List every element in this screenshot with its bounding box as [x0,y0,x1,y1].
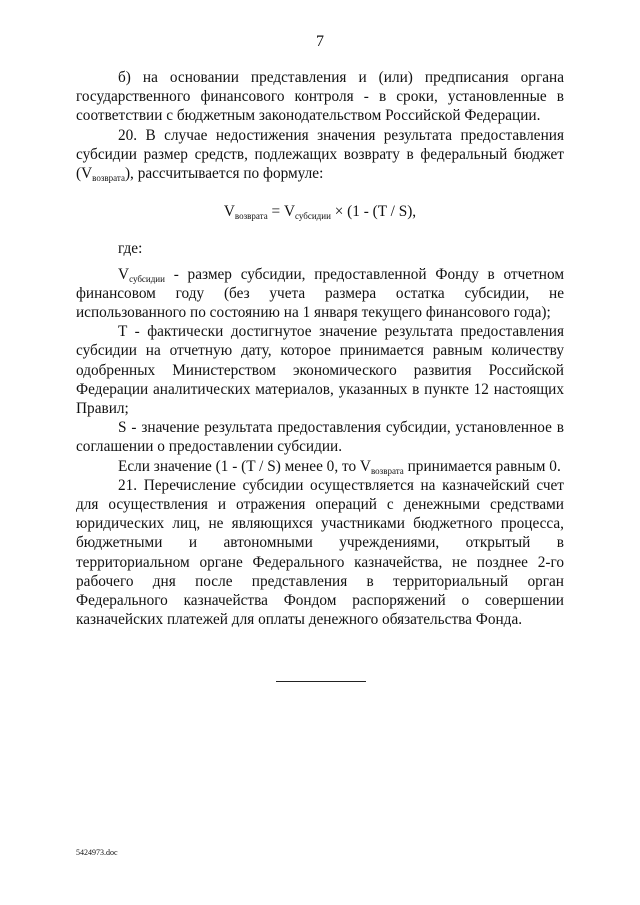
formula-v: V [223,203,235,221]
paragraph-20 [76,126,564,184]
page-number: 7 [316,33,324,50]
definition-v-subscript: субсидии [129,273,165,284]
paragraph-b: б) на основании представления и (или) предписания органа государственного финансового контроля - в сроки, установленные в соответствии с бюджетным законодательством Российской Федерации. [76,69,564,125]
condition-paragraph [76,457,564,476]
paragraph-20-ending: ), рассчитывается по формуле: [124,165,324,183]
paragraph-20-subscript: возврата [92,173,125,184]
paragraph-21: 21. Перечисление субсидии осуществляется на казначейский счет для осуществления и отражения операций с денежными средствами юридических лиц, не являющихся участниками бюджетного процесса, бюджетными и автономными учреждениями, открытый в территориальном органе Федерального казначейства, не позднее 2-го рабочего дня после представления в территориальный орган Федерального казначейства Фондом распоряжений о совершении казначейских платежей для оплаты денежного обязательства Фонда. [76,476,564,629]
definition-v-text: - размер субсидии, предоставленной Фонду в отчетном финансовом году (без учета размера остатка субсидии, не использованного по состоянию на 1 января текущего финансового года); [76,265,564,322]
document-body [76,68,564,629]
definition-s: S - значение результата предоставления субсидии, установленное в соглашении о предоставлении субсидии. [76,419,564,456]
condition-subscript: возврата [370,465,404,476]
condition-end: принимается равным 0. [403,457,561,475]
return-formula [76,202,564,221]
definition-t: T - фактически достигнутое значение результата предоставления субсидии на отчетную дату, которое принимается равным количеству одобренных Министерством экономического развития Российской Федерации аналитических материалов, указанных в пункте 12 настоящих Правил; [76,323,564,418]
definition-v-subsidy [76,265,564,323]
formula-rest: × (1 - (T / S), [330,203,417,221]
where-label: где: [118,240,143,258]
paragraph-20-text: 20. В случае недостижения значения результата предоставления субсидии размер средств, подлежащих возврату в федеральный бюджет (V [76,126,564,183]
formula-sub-return: возврата [234,211,268,222]
end-divider [276,681,366,682]
condition-start: Если значение (1 - (T / S) менее 0, то V [118,457,371,475]
definition-v-symbol: V [118,265,130,283]
formula-sub-subsidy: субсидии [295,211,331,222]
file-reference: 5424973.doc [76,848,118,857]
formula-equals: = V [267,203,296,221]
